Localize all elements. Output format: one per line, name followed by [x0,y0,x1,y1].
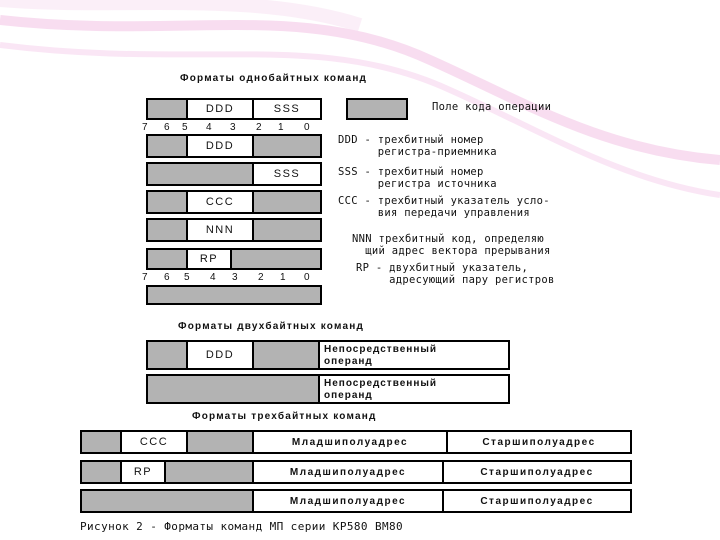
bit-label: 2 [256,122,262,133]
opcode-field [148,250,188,268]
figure-caption: Рисунок 2 - Форматы команд МП серии КР580 ВМ80 [80,520,404,533]
nnn-field: NNN [188,220,254,240]
bit-numbers-bottom [142,273,322,285]
one-byte-row-sss [146,162,322,186]
opcode-field [148,342,188,368]
opcode-field [254,192,320,212]
bit-label: 5 [184,272,190,283]
bit-label: 6 [164,272,170,283]
sss-field: SSS [254,100,320,118]
opcode-field [148,100,188,118]
opcode-field [148,192,188,212]
immediate-operand-field: Непосредственный операнд [320,342,508,368]
legend-opcode-label: Поле кода операции [432,101,552,113]
low-half-address-field: Младшиполуадрес [254,491,444,511]
desc-sss: SSS - трехбитный номер регистра источника [338,166,497,190]
opcode-field [188,432,254,452]
bit-label: 1 [280,272,286,283]
desc-ccc: CCC - трехбитный указатель усло- вия передачи управления [338,195,550,219]
opcode-field [254,220,320,240]
one-byte-row-opcode [146,285,322,305]
bit-label: 7 [142,272,148,283]
bit-label: 4 [206,122,212,133]
one-byte-row-ddd [146,134,322,158]
opcode-field [254,342,320,368]
ccc-field: CCC [188,192,254,212]
one-byte-row-ddd-sss [146,98,322,120]
high-half-address-field: Старшиполуадрес [448,432,630,452]
immediate-operand-field: Непосредственный операнд [320,376,508,402]
opcode-field [148,136,188,156]
ddd-field: DDD [188,100,254,118]
ccc-field: CCC [122,432,188,452]
bit-label: 3 [230,122,236,133]
bit-label: 4 [210,272,216,283]
opcode-field [148,164,254,184]
legend-opcode-swatch [348,100,406,118]
one-byte-row-nnn [146,218,322,242]
bit-label: 2 [258,272,264,283]
opcode-field [82,491,254,511]
rp-field: RP [122,462,166,482]
bit-label: 0 [304,272,310,283]
opcode-field [254,136,320,156]
high-half-address-field: Старшиполуадрес [444,491,630,511]
desc-nnn: NNN трехбитный код, определяю щий адрес вектора прерывания [352,233,551,257]
legend-opcode-box [346,98,408,120]
desc-rp: RP - двухбитный указатель, адресующий пару регистров [356,262,555,286]
one-byte-row-ccc [146,190,322,214]
opcode-field [148,376,320,402]
two-byte-row-ddd [146,340,510,370]
bit-label: 0 [304,122,310,133]
desc-ddd: DDD - трехбитный номер регистра-приемника [338,134,497,158]
opcode-field [148,287,320,303]
ddd-field: DDD [188,342,254,368]
three-byte-row-rp [80,460,632,484]
bit-label: 1 [278,122,284,133]
bit-label: 5 [182,122,188,133]
bit-label: 3 [232,272,238,283]
one-byte-row-rp [146,248,322,270]
low-half-address-field: Младшиполуадрес [254,462,444,482]
low-half-address-field: Младшиполуадрес [254,432,448,452]
sss-field: SSS [254,164,320,184]
three-byte-title: Форматы трехбайтных команд [192,411,377,422]
opcode-field [166,462,254,482]
opcode-field [232,250,320,268]
ddd-field: DDD [188,136,254,156]
opcode-field [82,462,122,482]
opcode-field [148,220,188,240]
bit-label: 6 [164,122,170,133]
high-half-address-field: Старшиполуадрес [444,462,630,482]
three-byte-row-ccc [80,430,632,454]
rp-field: RP [188,250,232,268]
two-byte-row-opcode [146,374,510,404]
opcode-field [82,432,122,452]
one-byte-title: Форматы однобайтных команд [180,73,368,84]
two-byte-title: Форматы двухбайтных команд [178,321,364,332]
bit-label: 7 [142,122,148,133]
three-byte-row-opcode [80,489,632,513]
